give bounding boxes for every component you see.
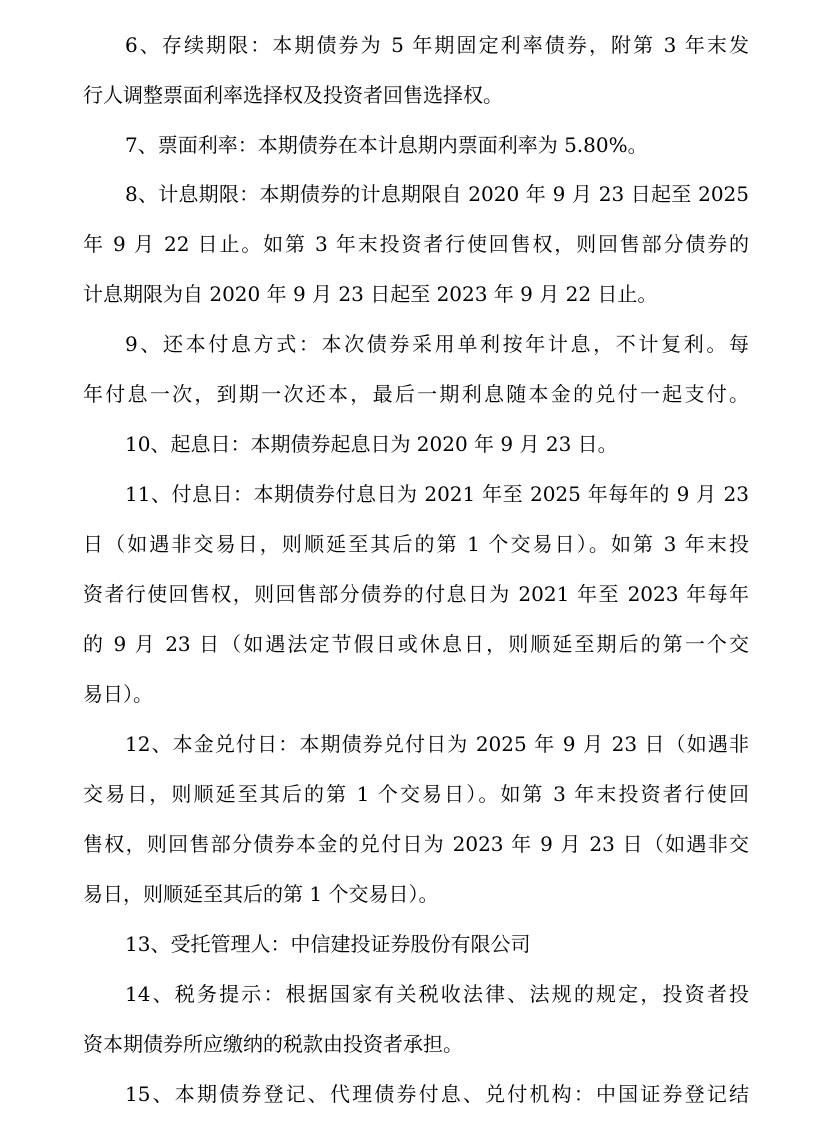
paragraph-6-line-1: 6、存续期限：本期债券为 5 年期固定利率债券，附第 3 年末发 xyxy=(125,33,749,57)
paragraph-12-line-3: 售权，则回售部分债券本金的兑付日为 2023 年 9 月 23 日（如遇非交 xyxy=(83,832,749,856)
paragraph-8-line-3: 计息期限为自 2020 年 9 月 23 日起至 2023 年 9 月 22 日止。 xyxy=(83,282,658,306)
paragraph-8-line-1: 8、计息期限：本期债券的计息期限自 2020 年 9 月 23 日起至 2025 xyxy=(125,182,749,206)
paragraph-14-line-1: 14、税务提示：根据国家有关税收法律、法规的规定，投资者投 xyxy=(125,982,749,1006)
paragraph-12-line-1: 12、本金兑付日：本期债券兑付日为 2025 年 9 月 23 日（如遇非 xyxy=(125,732,749,756)
paragraph-11-line-3: 资者行使回售权，则回售部分债券的付息日为 2021 年至 2023 年每年 xyxy=(83,582,749,606)
paragraph-9-line-2: 年付息一次，到期一次还本，最后一期利息随本金的兑付一起支付。 xyxy=(83,382,749,406)
paragraph-7-line-1: 7、票面利率：本期债券在本计息期内票面利率为 5.80%。 xyxy=(125,133,648,157)
paragraph-15-line-1: 15、本期债券登记、代理债券付息、兑付机构：中国证券登记结 xyxy=(125,1082,749,1106)
paragraph-11-line-4: 的 9 月 23 日（如遇法定节假日或休息日，则顺延至期后的第一个交 xyxy=(83,632,749,656)
paragraph-12-line-4: 易日，则顺延至其后的第 1 个交易日）。 xyxy=(83,882,439,906)
paragraph-8-line-2: 年 9 月 22 日止。如第 3 年末投资者行使回售权，则回售部分债券的 xyxy=(83,232,749,256)
paragraph-11-line-1: 11、付息日：本期债券付息日为 2021 年至 2025 年每年的 9 月 23 xyxy=(125,482,749,506)
paragraph-13-line-1: 13、受托管理人：中信建投证券股份有限公司 xyxy=(125,932,531,956)
paragraph-9-line-1: 9、还本付息方式：本次债券采用单利按年计息，不计复利。每 xyxy=(125,332,749,356)
paragraph-12-line-2: 交易日，则顺延至其后的第 1 个交易日）。如第 3 年末投资者行使回 xyxy=(83,782,749,806)
paragraph-11-line-2: 日（如遇非交易日，则顺延至其后的第 1 个交易日）。如第 3 年末投 xyxy=(83,532,749,556)
paragraph-6-line-2: 行人调整票面利率选择权及投资者回售选择权。 xyxy=(83,83,503,107)
paragraph-11-line-5: 易日）。 xyxy=(83,682,153,706)
paragraph-14-line-2: 资本期债券所应缴纳的税款由投资者承担。 xyxy=(83,1032,463,1056)
paragraph-10-line-1: 10、起息日：本期债券起息日为 2020 年 9 月 23 日。 xyxy=(125,432,618,456)
